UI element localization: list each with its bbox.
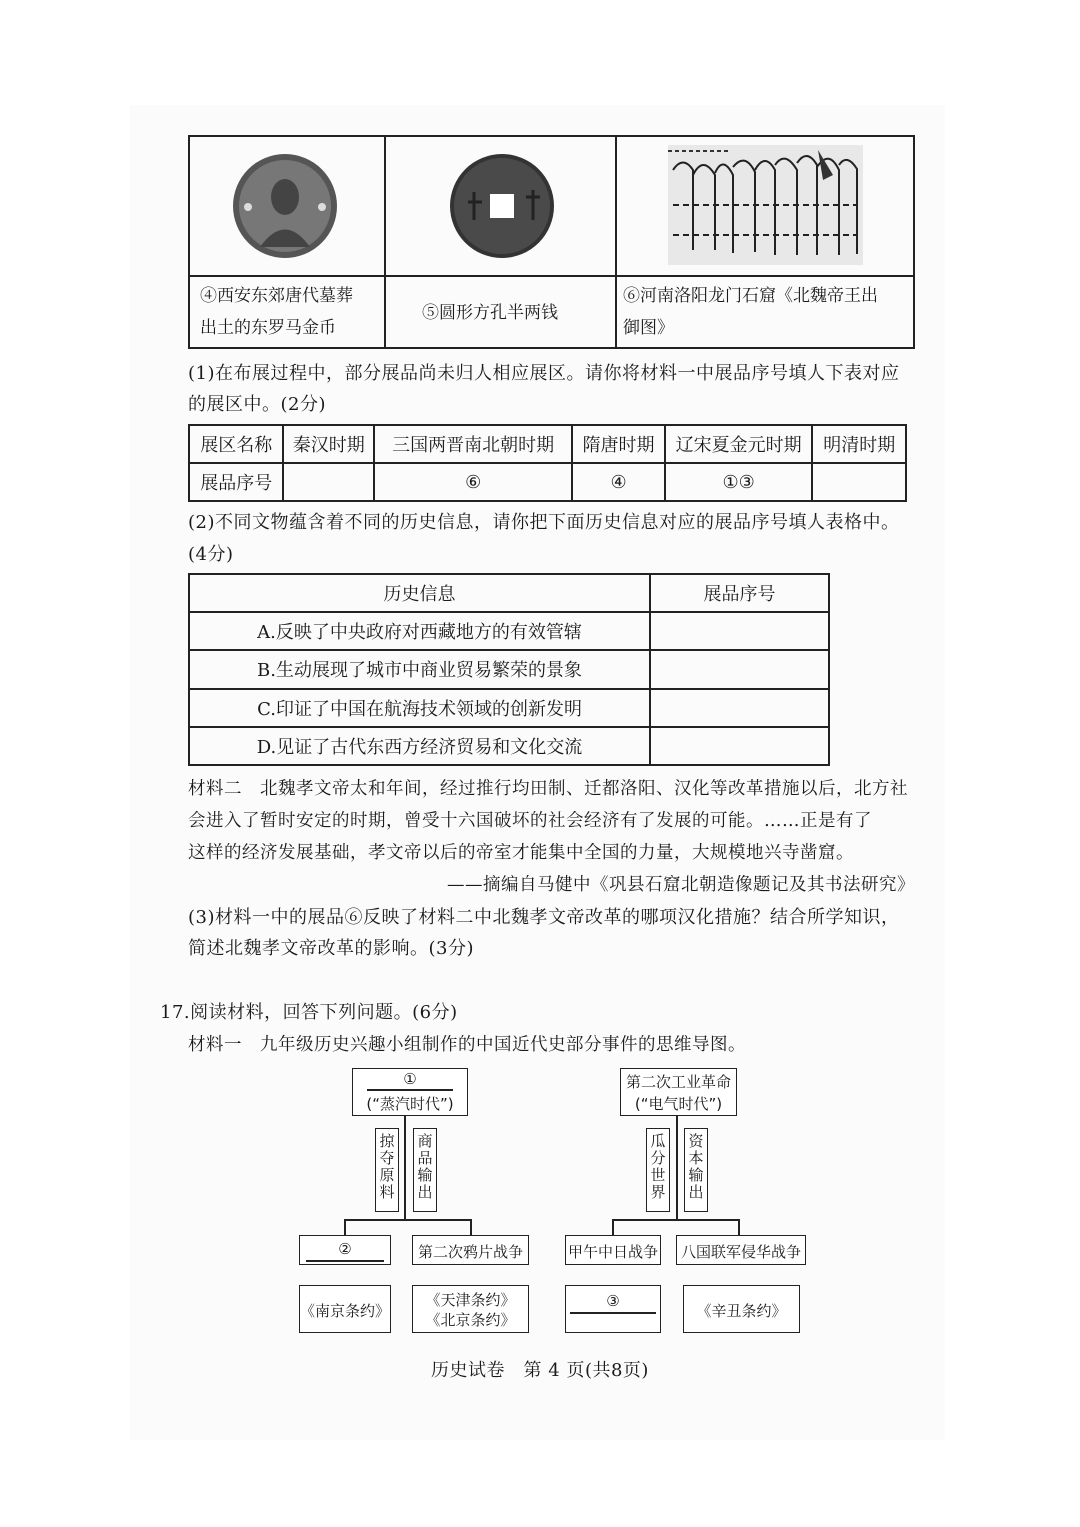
question-3-line1: (3)材料一中的展品⑥反映了材料二中北魏孝文帝改革的哪项汉化措施？结合所学知识， xyxy=(188,907,900,928)
connector xyxy=(344,1219,346,1235)
zone-header: 隋唐时期 xyxy=(572,425,665,463)
mind-map-node-electric-age xyxy=(620,1068,737,1116)
question-17-title: 17.阅读材料，回答下列问题。(6分) xyxy=(160,1002,458,1023)
steam-age-label: (“蒸汽时代”) xyxy=(366,1095,454,1113)
artifact-4-caption-line2: 出土的东罗马金币 xyxy=(200,318,336,338)
connector xyxy=(738,1219,740,1235)
square-hole-coin-image xyxy=(448,152,556,260)
answer-cell xyxy=(650,612,829,650)
second-opium-war-label: 第二次鸦片战争 xyxy=(417,1243,523,1261)
info-row: A.反映了中央政府对西藏地方的有效管辖 xyxy=(189,612,650,650)
eight-nation-alliance-label: 八国联军侵华战争 xyxy=(680,1243,801,1261)
zone-cell: ④ xyxy=(572,463,665,501)
boxer-protocol-label: 《辛丑条约》 xyxy=(696,1302,787,1320)
zone-table xyxy=(188,424,907,502)
blank-line xyxy=(306,1260,384,1262)
zone-cell xyxy=(812,463,906,501)
second-industrial-revolution-label: 第二次工业革命 xyxy=(625,1073,731,1091)
gold-coin-image xyxy=(230,152,340,260)
material-2-source: ——摘编自马健中《巩县石窟北朝造像题记及其书法研究》 xyxy=(447,875,915,895)
blank-1: ① xyxy=(403,1070,417,1088)
zone-header: 三国两晋南北朝时期 xyxy=(374,425,572,463)
divider xyxy=(384,137,386,347)
electric-age-label: (“电气时代”) xyxy=(634,1095,723,1113)
material-2-line3: 这样的经济发展基础，孝文帝以后的帝室才能集中全国的力量，大规模地兴寺凿窟。 xyxy=(188,843,854,863)
connector xyxy=(612,1219,614,1235)
question-17-material-1: 材料一 九年级历史兴趣小组制作的中国近代史部分事件的思维导图。 xyxy=(188,1035,746,1055)
connector xyxy=(404,1116,406,1219)
branch-carve-up: 瓜分世界 xyxy=(646,1128,670,1212)
question-2-line2: (4分) xyxy=(188,544,234,565)
blank-2: ② xyxy=(338,1240,352,1258)
connector xyxy=(676,1116,678,1219)
info-row: D.见证了古代东西方经济贸易和文化交流 xyxy=(189,727,650,765)
answer-cell xyxy=(650,650,829,688)
artifact-4-caption-line1: ④西安东郊唐代墓葬 xyxy=(200,286,353,306)
question-1-line1: (1)在布展过程中，部分展品尚未归人相应展区。请你将材料一中展品序号填人下表对应 xyxy=(188,363,900,384)
beijing-treaty-label: 《北京条约》 xyxy=(425,1311,516,1329)
divider xyxy=(190,275,913,277)
mind-map-node-second-opium-war xyxy=(412,1235,529,1265)
tianjin-treaty-label: 《天津条约》 xyxy=(425,1291,516,1309)
divider xyxy=(615,137,617,347)
connector xyxy=(344,1219,471,1221)
info-header: 历史信息 xyxy=(189,574,650,612)
zone-header: 展区名称 xyxy=(189,425,283,463)
zone-header: 明清时期 xyxy=(812,425,906,463)
sino-japanese-war-label: 甲午中日战争 xyxy=(567,1243,658,1261)
info-header: 展品序号 xyxy=(650,574,829,612)
connector xyxy=(470,1219,472,1235)
info-row: C.印证了中国在航海技术领域的创新发明 xyxy=(189,689,650,727)
blank-line xyxy=(570,1312,656,1314)
material-2-line2: 会进入了暂时安定的时期，曾受十六国破坏的社会经济有了发展的可能。……正是有了 xyxy=(188,811,872,831)
mind-map-node-eight-nation-alliance xyxy=(676,1235,806,1265)
zone-header: 辽宋夏金元时期 xyxy=(665,425,813,463)
question-1-line2: 的展区中。(2分) xyxy=(188,394,326,415)
question-2-line1: (2)不同文物蕴含着不同的历史信息，请你把下面历史信息对应的展品序号填人表格中。 xyxy=(188,512,900,533)
artifact-table xyxy=(188,135,915,349)
mind-map-node-nanjing-treaty xyxy=(299,1285,391,1333)
mind-map-node-tianjin-beijing-treaty xyxy=(412,1285,529,1333)
artifact-6-caption-line1: ⑥河南洛阳龙门石窟《北魏帝王出 xyxy=(623,286,878,306)
blank-3: ③ xyxy=(606,1292,620,1310)
stone-relief-image xyxy=(668,145,863,265)
mind-map-node-boxer-protocol xyxy=(683,1285,800,1333)
answer-cell xyxy=(650,727,829,765)
branch-export: 商品输出 xyxy=(413,1128,437,1212)
zone-cell: ①③ xyxy=(665,463,813,501)
connector xyxy=(612,1219,739,1221)
mind-map-node-sino-japanese-war xyxy=(565,1235,661,1265)
info-row: B.生动展现了城市中商业贸易繁荣的景象 xyxy=(189,650,650,688)
zone-row-label: 展品序号 xyxy=(189,463,283,501)
zone-cell xyxy=(283,463,374,501)
artifact-5-caption: ⑤圆形方孔半两钱 xyxy=(422,303,558,323)
artifact-6-caption-line2: 御图》 xyxy=(623,318,674,338)
mind-map-node-blank-2 xyxy=(299,1235,391,1265)
question-3-line2: 简述北魏孝文帝改革的影响。(3分) xyxy=(188,938,474,959)
branch-capital: 资本输出 xyxy=(684,1128,708,1212)
nanjing-treaty-label: 《南京条约》 xyxy=(300,1302,391,1320)
mind-map-node-blank-3 xyxy=(565,1285,661,1333)
zone-cell: ⑥ xyxy=(374,463,572,501)
info-table xyxy=(188,573,830,766)
material-2-line1: 材料二 北魏孝文帝太和年间，经过推行均田制、迁都洛阳、汉化等改革措施以后，北方社 xyxy=(188,779,908,799)
zone-header: 秦汉时期 xyxy=(283,425,374,463)
mind-map-node-steam-age xyxy=(352,1068,468,1116)
blank-line xyxy=(367,1089,453,1091)
branch-plunder: 掠夺原料 xyxy=(375,1128,399,1212)
page-footer: 历史试卷 第 4 页(共8页) xyxy=(431,1360,649,1381)
answer-cell xyxy=(650,689,829,727)
